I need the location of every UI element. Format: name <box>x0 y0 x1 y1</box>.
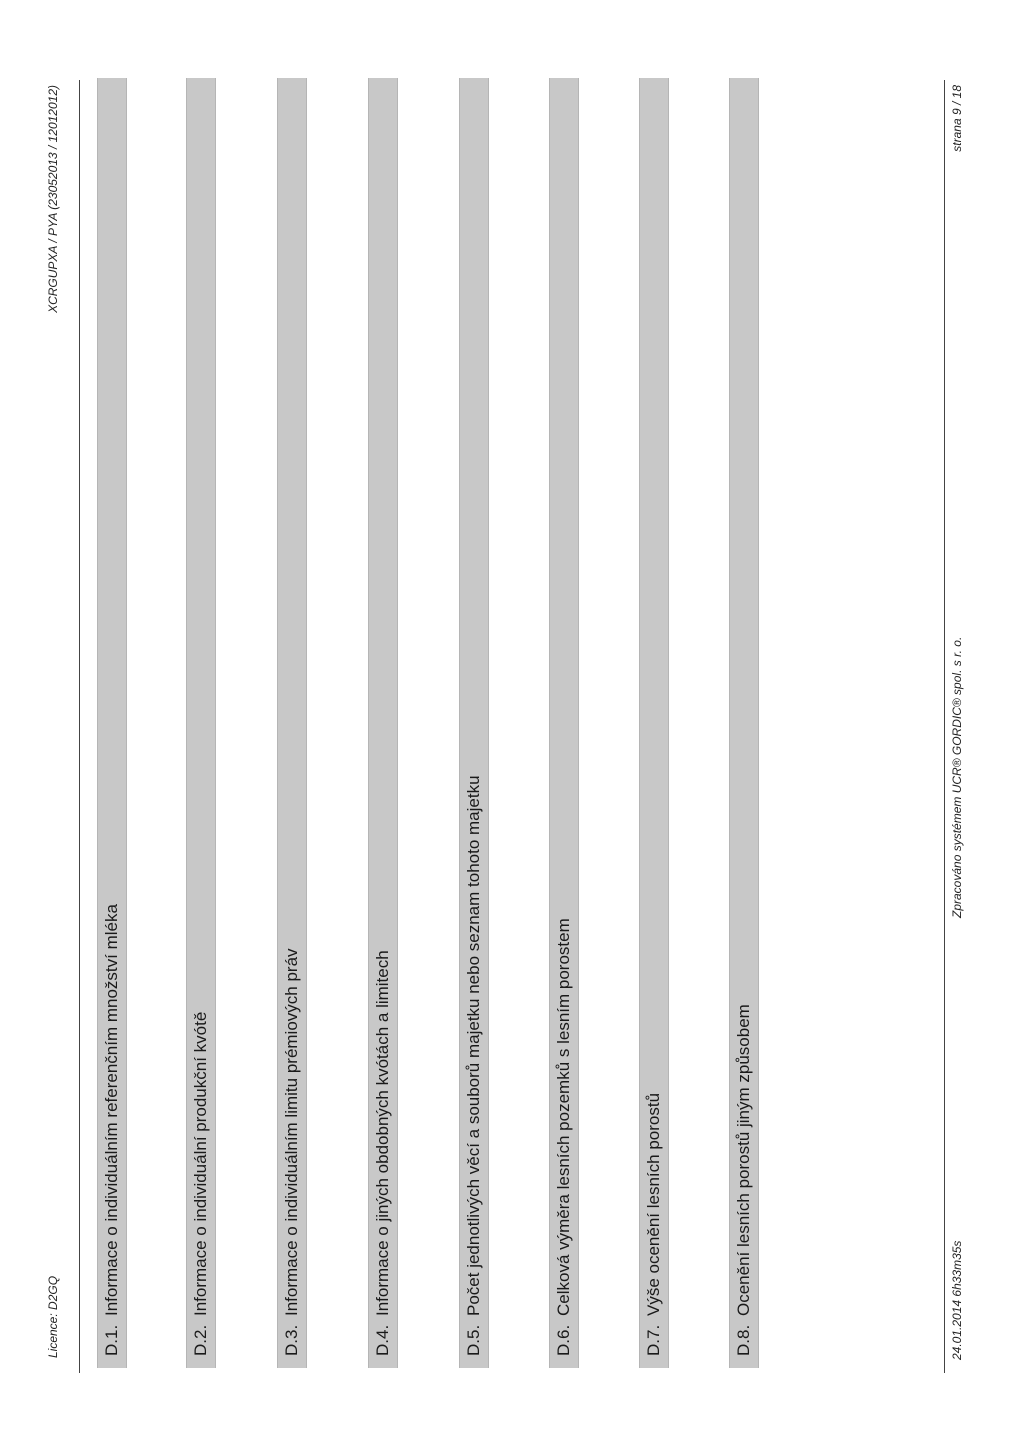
section-number: D.1. <box>102 1324 121 1356</box>
header-divider <box>79 80 80 1373</box>
section-title: Celková výměra lesních pozemků s lesním porostem <box>554 918 573 1316</box>
section-d8 <box>729 78 759 1368</box>
licence-label: Licence: D2GQ <box>46 1275 60 1358</box>
section-d2 <box>186 78 216 1368</box>
document-code: XCRGUPXA / PYA (23052013 / 12012012) <box>46 85 60 313</box>
section-title: Informace o individuálním referenčním množství mléka <box>102 904 121 1316</box>
section-title: Informace o individuální produkční kvótě <box>191 1011 210 1316</box>
section-title: Ocenění lesních porostů jiným způsobem <box>734 1004 753 1316</box>
footer-processed-by: Zpracováno systémem UCR® GORDIC® spol. s r. o. <box>950 636 964 918</box>
section-title: Výše ocenění lesních porostů <box>644 1092 663 1316</box>
section-d3 <box>277 78 307 1368</box>
section-d5 <box>459 78 489 1368</box>
section-number: D.3. <box>282 1324 301 1356</box>
section-number: D.6. <box>554 1324 573 1356</box>
section-number: D.8. <box>734 1324 753 1356</box>
section-number: D.5. <box>464 1324 483 1356</box>
section-d4 <box>368 78 398 1368</box>
section-d6 <box>549 78 579 1368</box>
section-number: D.2. <box>191 1324 210 1356</box>
section-d7 <box>639 78 669 1368</box>
section-title: Informace o jiných obdobných kvótách a limitech <box>373 950 392 1316</box>
footer-divider <box>944 80 945 1373</box>
section-number: D.7. <box>644 1324 663 1356</box>
footer-page-number: strana 9 / 18 <box>950 85 964 152</box>
section-number: D.4. <box>373 1324 392 1356</box>
section-title: Informace o individuálním limitu prémiových práv <box>282 948 301 1316</box>
section-d1 <box>97 78 127 1368</box>
footer-timestamp: 24.01.2014 6h33m35s <box>950 1240 964 1360</box>
section-title: Počet jednotlivých věcí a souborů majetku nebo seznam tohoto majetku <box>464 775 483 1316</box>
